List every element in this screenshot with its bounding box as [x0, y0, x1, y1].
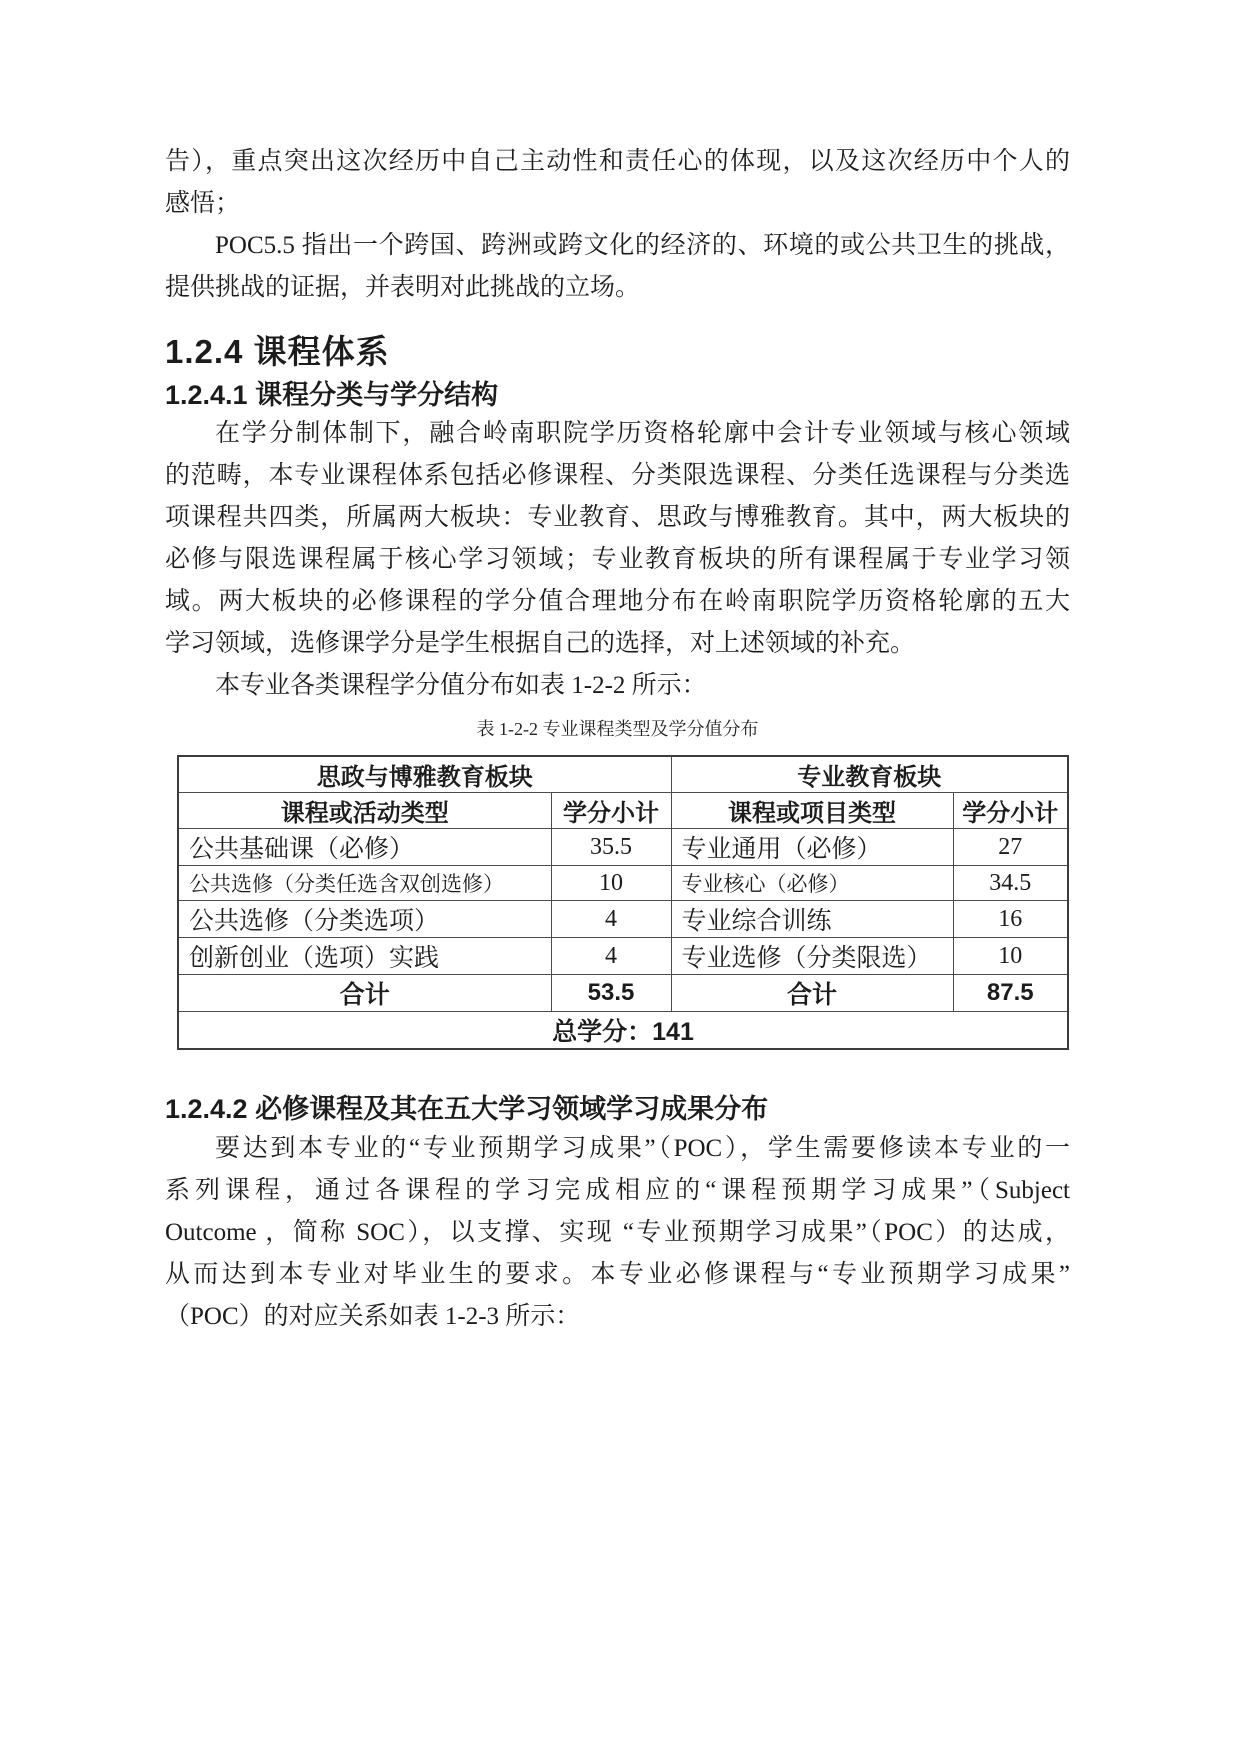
- subtotal-label-cell: 合计: [178, 975, 551, 1012]
- credit-value-cell: 34.5: [953, 866, 1068, 901]
- paragraph-line: 学习领域，选修课学分是学生根据自己的选择，对上述领域的补充。: [165, 630, 916, 657]
- paragraph-line: 项课程共四类，所属两大板块：专业教育、思政与博雅教育。其中，两大板块的: [165, 504, 1070, 531]
- table-group-header-row: [178, 756, 1068, 793]
- paragraph-line: 要达到本专业的“专业预期学习成果”（POC），学生需要修读本专业的一: [215, 1135, 1070, 1162]
- course-type-cell: 公共基础课（必修）: [178, 829, 551, 866]
- section-heading-1-2-4: 1.2.4 课程体系: [165, 333, 390, 370]
- table-row: [178, 938, 1068, 975]
- subtotal-value-cell: 53.5: [551, 975, 671, 1012]
- paragraph-line: Outcome ，简称 SOC），以支撑、实现 “专业预期学习成果”（POC）的达成，: [165, 1219, 1070, 1246]
- paragraph-line: 域。两大板块的必修课程的学分值合理地分布在岭南职院学历资格轮廓的五大: [165, 588, 1070, 615]
- credit-value-cell: 16: [953, 901, 1068, 938]
- paragraph-poc-requirement: [165, 1128, 1070, 1338]
- paragraph-line: 提供挑战的证据，并表明对此挑战的立场。: [165, 274, 641, 301]
- course-type-cell: 专业综合训练: [671, 901, 953, 938]
- credit-value-cell: 4: [551, 901, 671, 938]
- paragraph-line: 在学分制体制下，融合岭南职院学历资格轮廓中会计专业领域与核心领域: [215, 420, 1070, 447]
- table-row: [178, 866, 1068, 901]
- table-subtotal-row: [178, 975, 1068, 1012]
- paragraph-table-reference: [165, 665, 1070, 707]
- grand-total-cell: 总学分：141: [178, 1012, 1068, 1050]
- course-type-cell: 专业选修（分类限选）: [671, 938, 953, 975]
- column-header: 学分小计: [551, 793, 671, 829]
- credit-value-cell: 27: [953, 829, 1068, 866]
- section-heading-1-2-4-1: 1.2.4.1 课程分类与学分结构: [165, 380, 499, 410]
- credit-value-cell: 35.5: [551, 829, 671, 866]
- table-grand-total-row: [178, 1012, 1068, 1050]
- section-heading-1-2-4-2: 1.2.4.2 必修课程及其在五大学习领域学习成果分布: [165, 1094, 769, 1124]
- table-row: [178, 829, 1068, 866]
- paragraph-line: 从而达到本专业对毕业生的要求。本专业必修课程与“专业预期学习成果”: [165, 1261, 1070, 1288]
- paragraph-line: 本专业各类课程学分值分布如表 1-2-2 所示：: [215, 672, 707, 699]
- table-1-2-2-credit-distribution: [177, 755, 1069, 1050]
- table-row: [178, 901, 1068, 938]
- course-type-cell: 专业通用（必修）: [671, 829, 953, 866]
- course-type-cell: 公共选修（分类选项）: [178, 901, 551, 938]
- course-type-cell: 创新创业（选项）实践: [178, 938, 551, 975]
- credit-value-cell: 4: [551, 938, 671, 975]
- table-column-header-row: [178, 793, 1068, 829]
- course-type-cell: 公共选修（分类任选含双创选修）: [178, 866, 551, 901]
- paragraph-line: 感悟；: [165, 190, 241, 217]
- column-header: 课程或项目类型: [671, 793, 953, 829]
- credit-value-cell: 10: [551, 866, 671, 901]
- column-header: 课程或活动类型: [178, 793, 551, 829]
- paragraph-line: POC5.5 指出一个跨国、跨洲或跨文化的经济的、环境的或公共卫生的挑战，: [215, 232, 1070, 259]
- paragraph-line: 告），重点突出这次经历中自己主动性和责任心的体现，以及这次经历中个人的: [165, 148, 1070, 175]
- subtotal-label-cell: 合计: [671, 975, 953, 1012]
- table-caption: 表 1-2-2 专业课程类型及学分值分布: [476, 719, 759, 739]
- paragraph-line: （POC）的对应关系如表 1-2-3 所示：: [165, 1303, 581, 1330]
- group-header-professional: 专业教育板块: [671, 756, 1068, 793]
- paragraph-credit-system: [165, 413, 1070, 665]
- subtotal-value-cell: 87.5: [953, 975, 1068, 1012]
- column-header: 学分小计: [953, 793, 1068, 829]
- paragraph-line: 的范畴，本专业课程体系包括必修课程、分类限选课程、分类任选课程与分类选: [165, 462, 1070, 489]
- credit-value-cell: 10: [953, 938, 1068, 975]
- course-type-cell: 专业核心（必修）: [671, 866, 953, 901]
- paragraph-poc55: [165, 225, 1070, 309]
- paragraph-line: 系列课程，通过各课程的学习完成相应的“课程预期学习成果”（Subject: [165, 1177, 1070, 1204]
- group-header-civic-liberal: 思政与博雅教育板块: [178, 756, 671, 793]
- paragraph-line: 必修与限选课程属于核心学习领域；专业教育板块的所有课程属于专业学习领: [165, 546, 1070, 573]
- paragraph-continuation: [165, 141, 1070, 225]
